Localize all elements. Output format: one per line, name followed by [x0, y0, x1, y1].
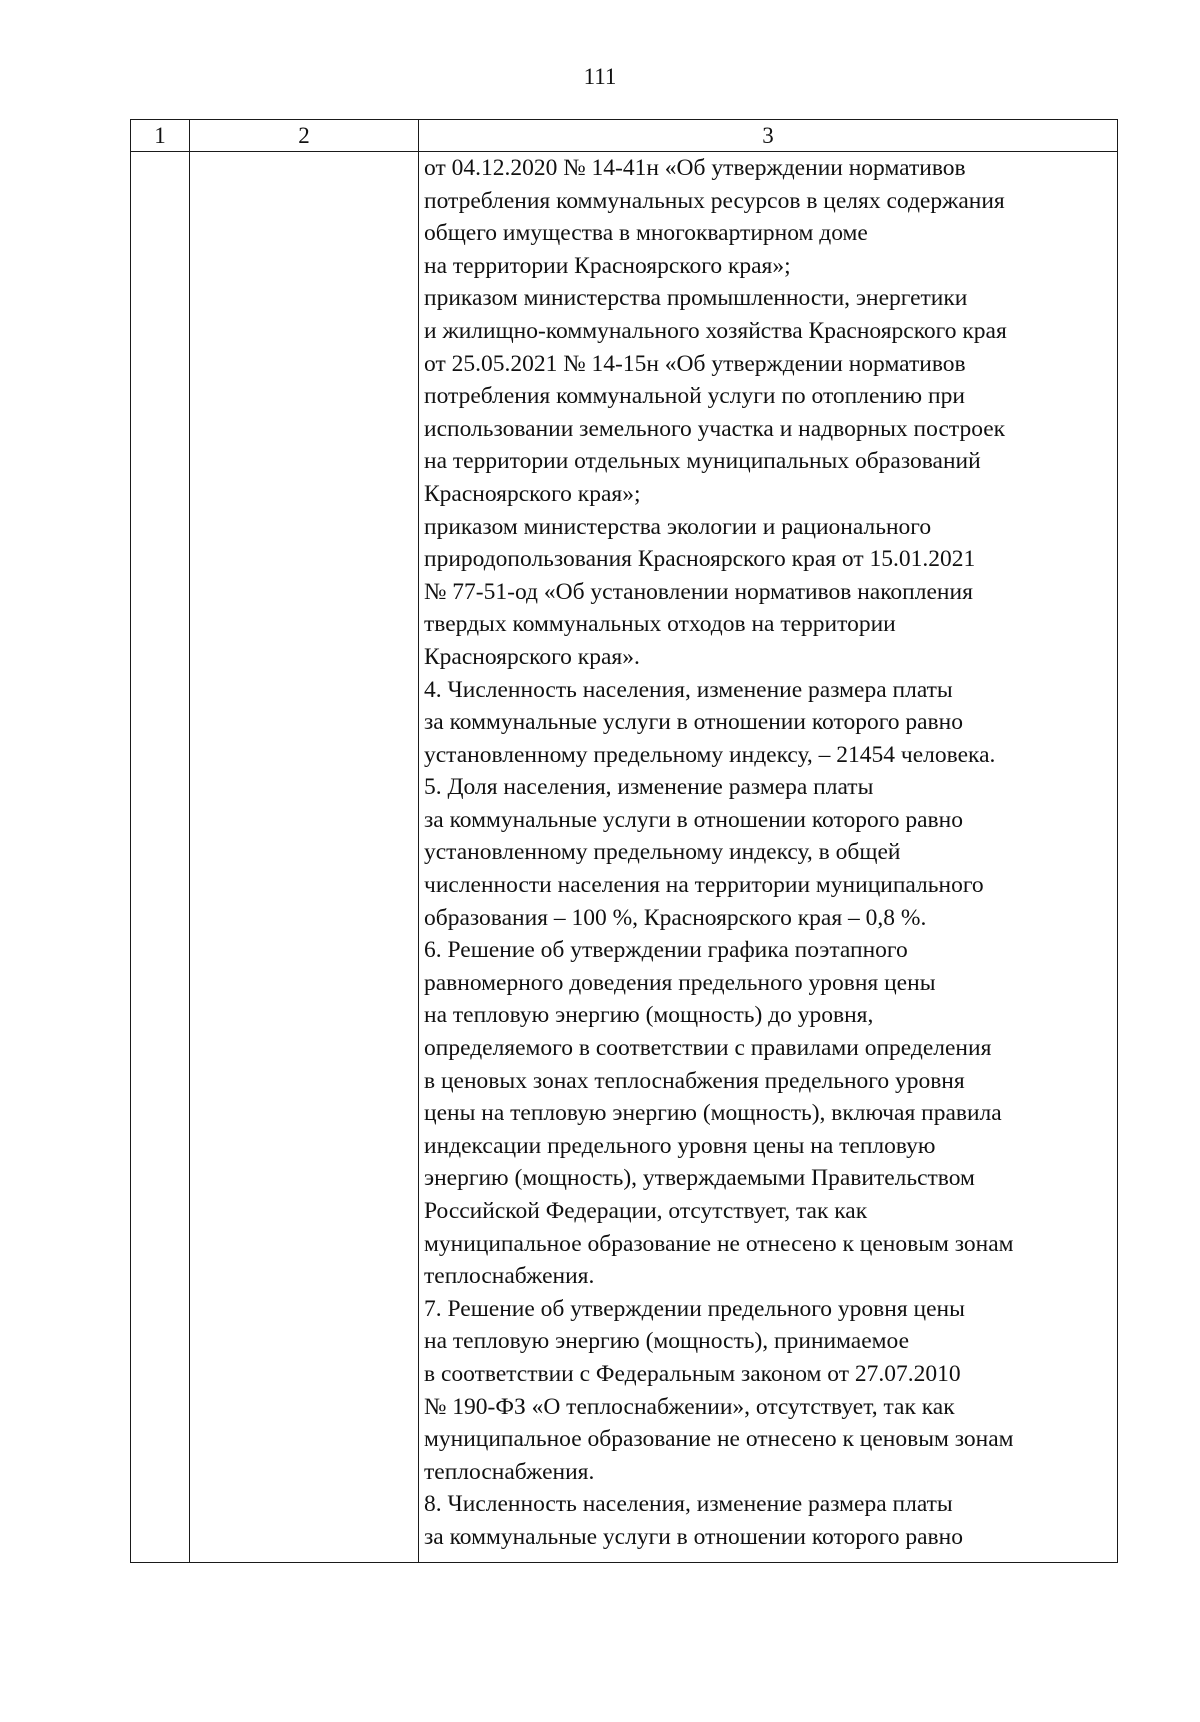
text-line: установленному предельному индексу, в общей [424, 839, 901, 866]
document-table [130, 119, 1118, 1563]
text-line: приказом министерства экологии и рационального [424, 513, 932, 540]
text-line: 7. Решение об утверждении предельного уровня цены [424, 1295, 965, 1322]
text-line: и жилищно-коммунального хозяйства Красноярского края [424, 317, 1007, 344]
text-line: от 25.05.2021 № 14-15н «Об утверждении нормативов [424, 350, 966, 377]
text-line: на тепловую энергию (мощность), принимаемое [424, 1328, 910, 1355]
text-line: установленному предельному индексу, – 21454 человека. [424, 741, 996, 768]
text-line: Красноярского края». [424, 643, 640, 670]
text-line: 5. Доля населения, изменение размера платы [424, 774, 874, 801]
text-line: на территории Красноярского края»; [424, 252, 791, 279]
header-col-3: 3 [419, 120, 1118, 152]
header-col-2: 2 [190, 120, 419, 152]
text-line: численности населения на территории муниципального [424, 872, 984, 899]
cell-col-1 [131, 152, 190, 1563]
text-line: равномерного доведения предельного уровня цены [424, 969, 936, 996]
text-line: образования – 100 %, Красноярского края – 0,8 %. [424, 904, 927, 931]
cell-col-3 [419, 152, 1118, 1563]
text-line: 8. Численность населения, изменение размера платы [424, 1491, 953, 1518]
text-line: 4. Численность населения, изменение размера платы [424, 676, 953, 703]
text-line: на тепловую энергию (мощность) до уровня, [424, 1002, 874, 1029]
table-header-row [131, 120, 1118, 152]
text-line: приказом министерства промышленности, энергетики [424, 285, 968, 312]
text-line: муниципальное образование не отнесено к ценовым зонам [424, 1230, 1014, 1257]
header-col-1: 1 [131, 120, 190, 152]
text-line: теплоснабжения. [424, 1458, 595, 1485]
cell-col-2 [190, 152, 419, 1563]
text-line: № 190-ФЗ «О теплоснабжении», отсутствует, так как [424, 1393, 955, 1420]
table-row [131, 152, 1118, 1563]
text-line: № 77-51-од «Об установлении нормативов накопления [424, 578, 973, 605]
text-line: потребления коммунальных ресурсов в целях содержания [424, 187, 1005, 214]
text-line: теплоснабжения. [424, 1263, 595, 1290]
text-line: твердых коммунальных отходов на территории [424, 611, 896, 638]
text-line: использовании земельного участка и надворных построек [424, 415, 1006, 442]
text-line: цены на тепловую энергию (мощность), включая правила [424, 1100, 1002, 1127]
text-line: за коммунальные услуги в отношении которого равно [424, 1523, 963, 1550]
page-number: 111 [583, 64, 617, 89]
text-line: определяемого в соответствии с правилами определения [424, 1035, 992, 1062]
text-line: природопользования Красноярского края от 15.01.2021 [424, 546, 976, 573]
text-line: за коммунальные услуги в отношении которого равно [424, 709, 963, 736]
text-line: общего имущества в многоквартирном доме [424, 220, 868, 247]
text-line: за коммунальные услуги в отношении которого равно [424, 806, 963, 833]
text-line: от 04.12.2020 № 14-41н «Об утверждении нормативов [424, 155, 966, 181]
text-line: муниципальное образование не отнесено к ценовым зонам [424, 1426, 1014, 1453]
text-line: в ценовых зонах теплоснабжения предельного уровня [424, 1067, 965, 1094]
text-line: энергию (мощность), утверждаемыми Правительством [424, 1165, 975, 1192]
text-line: Красноярского края»; [424, 480, 641, 507]
text-line: 6. Решение об утверждении графика поэтапного [424, 937, 908, 964]
text-line: в соответствии с Федеральным законом от 27.07.2010 [424, 1360, 961, 1387]
text-line: потребления коммунальной услуги по отоплению при [424, 383, 965, 410]
text-line: индексации предельного уровня цены на тепловую [424, 1132, 936, 1159]
text-line: Российской Федерации, отсутствует, так как [424, 1198, 868, 1224]
text-line: на территории отдельных муниципальных образований [424, 448, 981, 475]
